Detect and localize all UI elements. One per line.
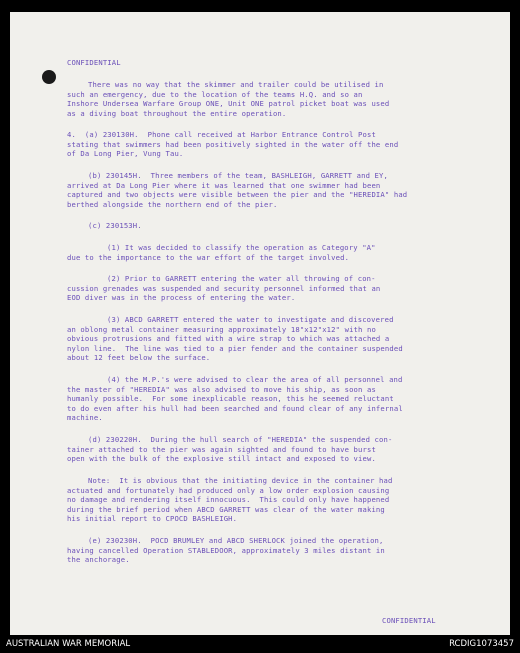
document-page [10, 12, 510, 635]
text-line: EOD diver was in the process of entering the water. [67, 293, 296, 302]
text-line: the anchorage. [67, 555, 130, 564]
text-line: Inshore Undersea Warfare Group ONE, Unit ONE patrol picket boat was used [67, 99, 390, 108]
header-confidential: CONFIDENTIAL [67, 58, 121, 67]
text-line: actuated and fortunately had produced only a low order explosion causing [67, 485, 390, 495]
typed-text [10, 12, 510, 625]
text-line: no damage and rendering itself innocuous. This could only have happened [67, 495, 390, 504]
text-line: cussion grenades was suspended and security personnel informed that an [67, 283, 381, 293]
text-line: nylon line. The line was tied to a pier fender and the container suspended [67, 343, 403, 353]
text-line: obvious protrusions and fitted with a wire strap to which was attached a [67, 334, 390, 343]
text-line: tainer attached to the pier was again sighted and found to have burst [67, 444, 376, 454]
text-line: captured and two objects were visible between the pier and the "HEREDIA" had [67, 190, 408, 199]
text-line: There was no way that the skimmer and trailer could be utilised in [88, 80, 384, 89]
text-line: (e) 230230H. POCD BRUMLEY and ABCD SHERLOCK joined the operation, [88, 536, 384, 545]
text-line: arrived at Da Long Pier where it was learned that one swimmer had been [67, 180, 381, 190]
text-line: (2) Prior to GARRETT entering the water all throwing of con- [107, 274, 376, 283]
text-line: (3) ABCD GARRETT entered the water to investigate and discovered [107, 315, 394, 324]
text-line: (b) 230145H. Three members of the team, BASHLEIGH, GARRETT and EY, [88, 171, 388, 180]
text-line: (c) 230153H. [88, 221, 142, 230]
text-line: an oblong metal container measuring approximately 18"x12"x12" with no [67, 324, 376, 334]
text-line: about 12 feet below the surface. [67, 353, 211, 362]
text-line: of Da Long Pier, Vung Tau. [67, 149, 184, 158]
text-line: the master of "HEREDIA" was also advised to move his ship, as soon as [67, 384, 376, 394]
text-line: during the brief period when ABCD GARRETT was clear of the water making [67, 504, 385, 514]
text-line: open with the bulk of the explosive still intact and exposed to view. [67, 454, 376, 463]
text-line: his initial report to CPOCD BASHLEIGH. [67, 514, 238, 523]
text-line: (4) the M.P.'s were advised to clear the area of all personnel and [107, 375, 403, 384]
archive-id: RCDIG1073457 [449, 639, 514, 649]
text-line: Note: It is obvious that the initiating device in the container had [88, 476, 393, 485]
text-line: (d) 230220H. During the hull search of "HEREDIA" the suspended con- [88, 435, 393, 444]
text-line: having cancelled Operation STABLEDOOR, approximately 3 miles distant in [67, 545, 385, 555]
text-line: berthed alongside the northern end of the pier. [67, 199, 278, 209]
text-line: machine. [67, 413, 103, 422]
archive-name: AUSTRALIAN WAR MEMORIAL [6, 639, 131, 649]
text-line: stating that swimmers had been positively sighted in the water off the end [67, 139, 399, 149]
footer-confidential: CONFIDENTIAL [382, 616, 436, 625]
text-line: such an emergency, due to the location of the teams H.Q. and so an [67, 89, 363, 99]
text-line: humanly possible. For some inexplicable reason, this he seemed reluctant [67, 394, 394, 403]
archive-footer [0, 635, 520, 653]
text-line: due to the importance to the war effort of the target involved. [67, 252, 350, 262]
text-line: 4. (a) 230130H. Phone call received at Harbor Entrance Control Post [67, 130, 376, 139]
text-line: to do even after his hull had been searched and found clear of any infernal [67, 403, 403, 413]
text-line: as a diving boat throughout the entire operation. [67, 108, 287, 118]
text-line: (1) It was decided to classify the operation as Category "A" [107, 243, 376, 252]
